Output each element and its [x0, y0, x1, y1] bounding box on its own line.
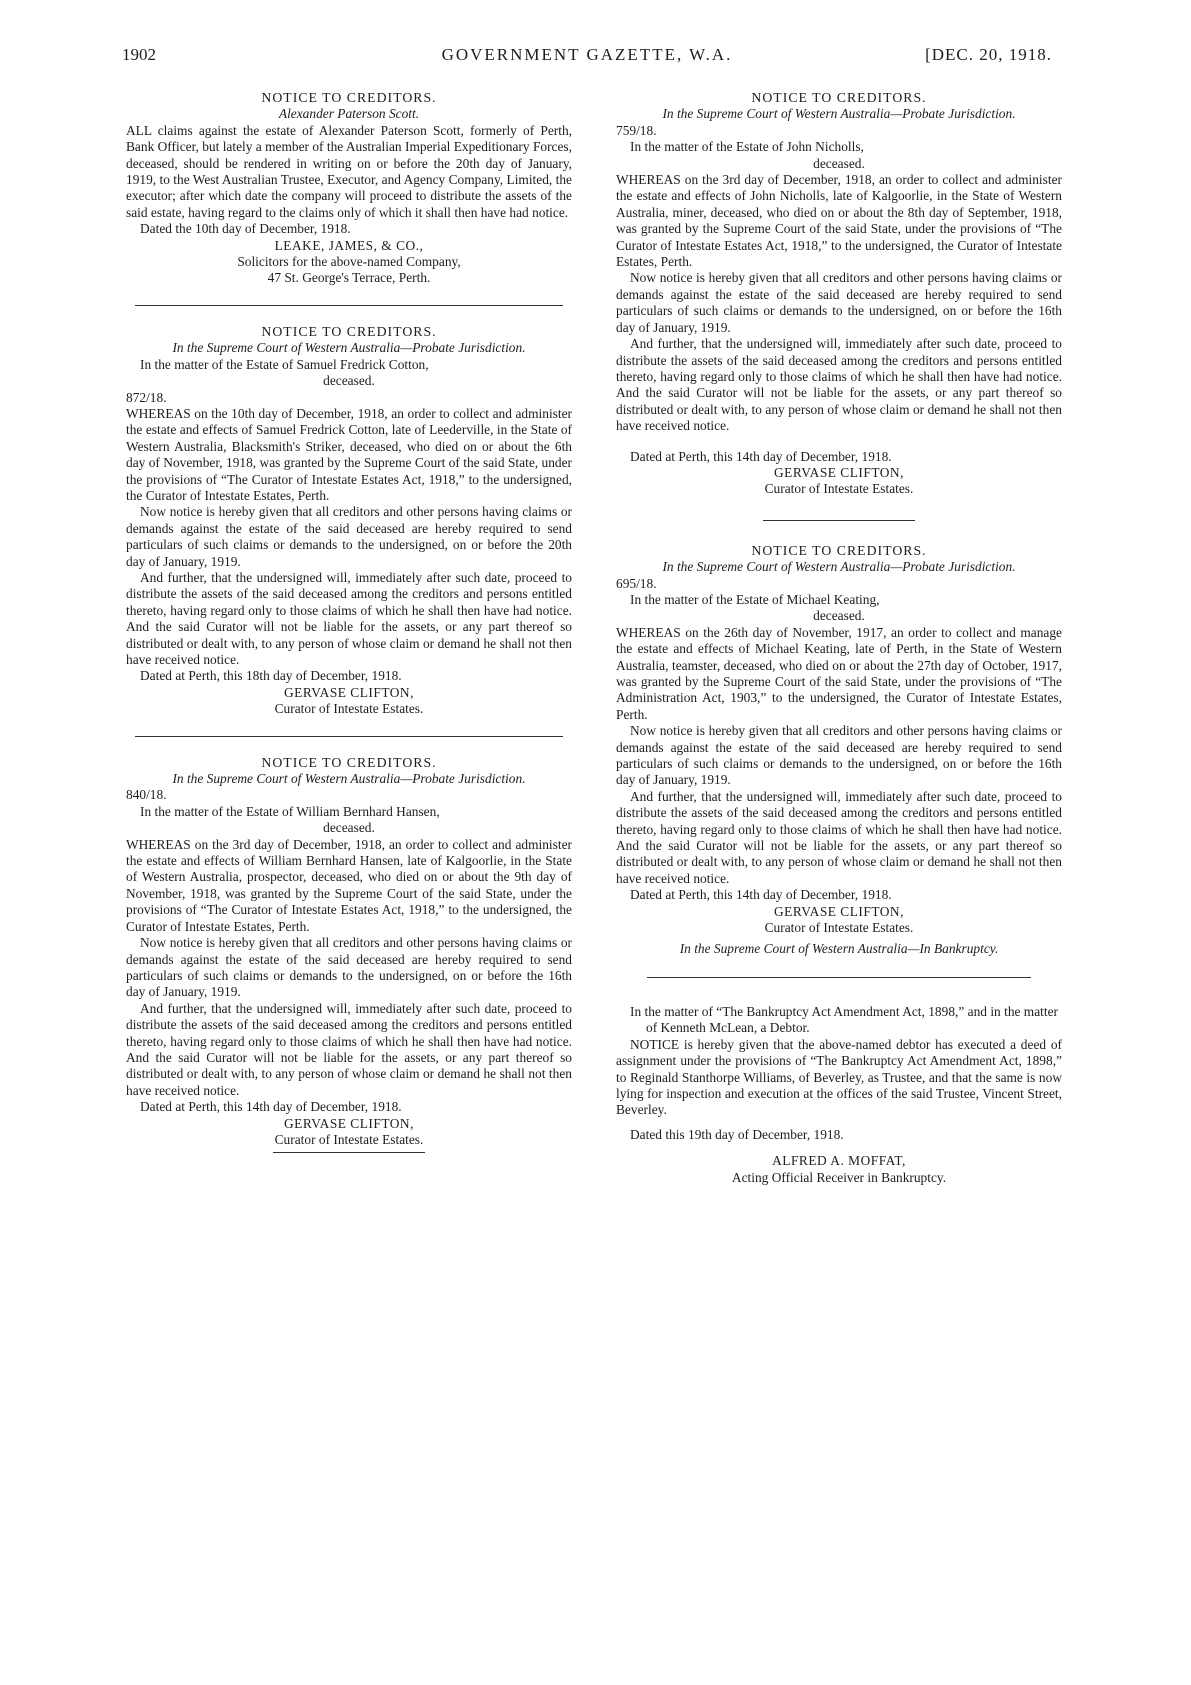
notice-heading: NOTICE TO CREDITORS.	[261, 90, 437, 105]
gazette-title: GOVERNMENT GAZETTE, W.A.	[441, 45, 733, 64]
matter-text: In the matter of the Estate of Samuel Fredrick Cotton,	[140, 356, 429, 372]
file-number: 872/18.	[126, 389, 167, 405]
notice-nicholls	[616, 90, 1062, 498]
notice-dated: Dated this 19th day of December, 1918.	[630, 1126, 844, 1142]
signatory-name: LEAKE, JAMES, & CO.,	[274, 237, 424, 253]
notice-scott	[126, 90, 572, 287]
file-number: 840/18.	[126, 787, 167, 803]
file-number: 759/18.	[616, 122, 657, 138]
matter-text: In the matter of the Estate of William Bernhard Hansen,	[140, 803, 440, 819]
notice-cotton	[126, 324, 572, 718]
divider	[273, 1152, 425, 1153]
matter-line	[616, 592, 1062, 625]
signatory-title: Solicitors for the above-named Company,	[237, 254, 461, 270]
signatory-title: Curator of Intestate Estates.	[274, 701, 424, 717]
notice-hansen	[126, 755, 572, 1149]
signatory-title: Curator of Intestate Estates.	[274, 1131, 424, 1147]
signatory-address: 47 St. George's Terrace, Perth.	[267, 270, 431, 286]
notice-dated: Dated at Perth, this 14th day of December, 1918.	[630, 887, 892, 903]
court-line: In the Supreme Court of Western Australia—Probate Jurisdiction.	[172, 340, 526, 356]
matter-line	[126, 357, 572, 390]
court-line: In the Supreme Court of Western Australia—In Bankruptcy.	[679, 940, 999, 956]
notice-subject: Alexander Paterson Scott.	[278, 106, 420, 122]
court-line: In the Supreme Court of Western Australia—Probate Jurisdiction.	[662, 559, 1016, 575]
file-number: 695/18.	[616, 575, 657, 591]
court-line: In the Supreme Court of Western Australia—Probate Jurisdiction.	[172, 771, 526, 787]
notice-heading: NOTICE TO CREDITORS.	[751, 90, 927, 105]
signatory-title: Curator of Intestate Estates.	[764, 920, 914, 936]
signatory-name: GERVASE CLIFTON,	[774, 464, 904, 480]
notice-para: And further, that the undersigned will, immediately after such date, proceed to distribute the assets of the said deceased among the creditors and persons entitled thereto, having regard only to those claims of which he shall then have had notice. And the said Curator will not be liable for the assets, or any part thereof so distributed or dealt with, to any person of whose claim or demand he shall not then have received notice.	[616, 336, 1062, 434]
issue-date: [DEC. 20, 1918.	[925, 45, 1052, 64]
notice-para: Now notice is hereby given that all creditors and other persons having claims or demands against the estate of the said deceased are hereby required to send particulars of such claims or demands to the undersigned, on or before the 16th day of January, 1919.	[126, 935, 572, 1000]
notice-body: ALL claims against the estate of Alexander Paterson Scott, formerly of Perth, Bank Officer, but lately a member of the Australian Imperial Expeditionary Forces, deceased, should be rendered in writing on or before the 20th day of January, 1919, to the West Australian Trustee, Executor, and Agency Company, Limited, the executor; after which date the company will proceed to distribute the assets of the said estate, having regard to the claims only of which it shall then have had notice.	[126, 122, 572, 220]
divider	[647, 977, 1031, 978]
matter-tail: deceased.	[323, 373, 375, 389]
notice-dated: Dated at Perth, this 14th day of December, 1918.	[140, 1099, 402, 1115]
matter-line: In the matter of “The Bankruptcy Act Amendment Act, 1898,” and in the matter of Kenneth McLean, a Debtor.	[630, 1003, 1059, 1036]
notice-para: Now notice is hereby given that all creditors and other persons having claims or demands against the estate of the said deceased are hereby required to send particulars of such claims or demands to the undersigned, on or before the 16th day of January, 1919.	[616, 270, 1062, 335]
matter-line	[126, 804, 572, 837]
notice-para: And further, that the undersigned will, immediately after such date, proceed to distribute the assets of the said deceased among the creditors and persons entitled thereto, having regard only to those claims of which he shall then have had notice. And the said Curator will not be liable for the assets, or any part thereof so distributed or dealt with, to any person of whose claim or demand he shall not then have received notice.	[126, 569, 572, 667]
signatory-name: GERVASE CLIFTON,	[284, 1115, 414, 1131]
signatory-name: ALFRED A. MOFFAT,	[772, 1153, 906, 1169]
notice-para: WHEREAS on the 10th day of December, 1918, an order to collect and administer the estate and effects of Samuel Fredrick Cotton, late of Leederville, in the State of Western Australia, Blacksmith's Striker, deceased, who died on or about the 6th day of November, 1918, was granted by the Supreme Court of the said State, under the provisions of “The Curator of Intestate Estates Act, 1918,” to the undersigned, the Curator of Intestate Estates, Perth.	[126, 405, 572, 503]
matter-tail: deceased.	[323, 820, 375, 836]
notice-heading: NOTICE TO CREDITORS.	[261, 754, 437, 770]
matter-line	[616, 139, 1062, 172]
notice-para: NOTICE is hereby given that the above-named debtor has executed a deed of assignment under the provisions of “The Bankruptcy Act Amendment Act, 1898,” to Reginald Stanthorpe Williams, of Beverley, as Trustee, and that the same is now lying for inspection and execution at the offices of the said Trustee, Vincent Street, Beverley.	[616, 1036, 1062, 1118]
masthead	[122, 45, 1052, 71]
notice-para: Now notice is hereby given that all creditors and other persons having claims or demands against the estate of the said deceased are hereby required to send particulars of such claims or demands to the undersigned, on or before the 20th day of January, 1919.	[126, 504, 572, 569]
matter-tail: deceased.	[813, 608, 865, 624]
court-line: In the Supreme Court of Western Australia—Probate Jurisdiction.	[662, 106, 1016, 122]
notice-dated: Dated at Perth, this 18th day of December, 1918.	[140, 668, 402, 684]
notice-heading: NOTICE TO CREDITORS.	[751, 542, 927, 558]
matter-text: In the matter of the Estate of Michael Keating,	[630, 591, 880, 607]
notice-para: And further, that the undersigned will, immediately after such date, proceed to distribute the assets of the said deceased among the creditors and persons entitled thereto, having regard only to those claims of which he shall then have had notice. And the said Curator will not be liable for the assets, or any part thereof so distributed or dealt with, to any person of whose claim or demand he shall not then have received notice.	[126, 1000, 572, 1098]
signatory-title: Curator of Intestate Estates.	[764, 481, 914, 497]
notice-para: WHEREAS on the 3rd day of December, 1918, an order to collect and administer the estate and effects of William Bernhard Hansen, late of Kalgoorlie, in the State of Western Australia, prospector, deceased, who died on or about the 9th day of November, 1918, was granted by the Supreme Court of the said State, under the provisions of “The Curator of Intestate Estates Act, 1918,” to the undersigned, the Curator of Intestate Estates, Perth.	[126, 836, 572, 934]
left-column	[126, 90, 572, 1171]
notice-mclean	[616, 941, 1062, 1186]
signatory-name: GERVASE CLIFTON,	[774, 903, 904, 919]
divider	[763, 520, 915, 521]
signatory-title: Acting Official Receiver in Bankruptcy.	[731, 1169, 947, 1185]
notice-para: Now notice is hereby given that all creditors and other persons having claims or demands against the estate of the said deceased are hereby required to send particulars of such claims or demands to the undersigned, on or before the 16th day of January, 1919.	[616, 723, 1062, 788]
notice-para: WHEREAS on the 26th day of November, 1917, an order to collect and manage the estate and effects of Michael Keating, late of Perth, in the State of Western Australia, teamster, deceased, who died on or about the 27th day of October, 1917, was granted by the Supreme Court of the said State, under the provisions of “The Administration Act, 1903,” to the undersigned, the Curator of Intestate Estates, Perth.	[616, 624, 1062, 722]
notice-dated: Dated the 10th day of December, 1918.	[140, 221, 351, 237]
notice-para: And further, that the undersigned will, immediately after such date, proceed to distribute the assets of the said deceased among the creditors and persons entitled thereto, having regard only to those claims of which he shall then have had notice. And the said Curator will not be liable for the assets, or any part thereof so distributed or dealt with, to any person of whose claim or demand he shall not then have received notice.	[616, 788, 1062, 886]
notice-dated: Dated at Perth, this 14th day of December, 1918.	[630, 448, 892, 464]
page-number: 1902	[122, 45, 156, 64]
notice-keating	[616, 543, 1062, 937]
signatory-name: GERVASE CLIFTON,	[284, 684, 414, 700]
matter-text: In the matter of the Estate of John Nicholls,	[630, 139, 864, 155]
notice-heading: NOTICE TO CREDITORS.	[261, 323, 437, 339]
matter-tail: deceased.	[813, 155, 865, 171]
notice-para: WHEREAS on the 3rd day of December, 1918, an order to collect and administer the estate and effects of John Nicholls, late of Kalgoorlie, in the State of Western Australia, miner, deceased, who died on or about the 8th day of September, 1918, was granted by the Supreme Court of the said State, under the provisions of “The Curator of Intestate Estates Act, 1918,” to the undersigned, the Curator of Intestate Estates, Perth.	[616, 172, 1062, 270]
divider	[135, 305, 563, 306]
right-column	[616, 90, 1062, 1186]
divider	[135, 736, 563, 737]
